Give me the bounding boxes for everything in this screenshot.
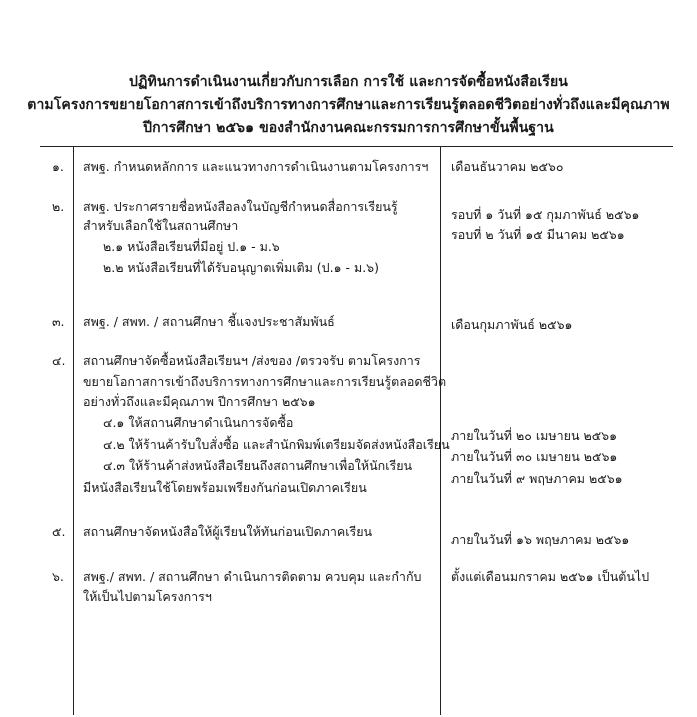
- row-4-desc-line-1: สถานศึกษาจัดซื้อหนังสือเรียนฯ /ส่งของ /ตรวจรับ ตามโครงการ: [83, 353, 421, 368]
- row-6-desc-line-1: สพฐ./ สพท. / สถานศึกษา ดำเนินการติดตาม ควบคุม และกำกับ: [83, 569, 422, 584]
- document-title-line-1: ปฏิทินการดำเนินงานเกี่ยวกับการเลือก การใช้ และการจัดซื้อหนังสือเรียน: [129, 74, 568, 90]
- row-6-number: ๖.: [52, 569, 64, 584]
- row-2-desc-line-3: ๒.๑ หนังสือเรียนที่มีอยู่ ป.๑ - ม.๖: [103, 239, 280, 254]
- row-4-date-2: ภายในวันที่ ๓๐ เมษายน ๒๕๖๑: [451, 449, 618, 464]
- document-title-line-2: ตามโครงการขยายโอกาสการเข้าถึงบริการทางการศึกษาและการเรียนรู้ตลอดชีวิตอย่างทั่วถึงและมีคุณภาพ: [27, 97, 670, 113]
- row-2-desc-line-1: สพฐ. ประกาศรายชื่อหนังสือลงในบัญชีกำหนดสื่อการเรียนรู้: [83, 199, 398, 214]
- row-4-date-1: ภายในวันที่ ๒๐ เมษายน ๒๕๖๑: [451, 428, 618, 443]
- document-title-line-3: ปีการศึกษา ๒๕๖๑ ของสำนักงานคณะกรรมการการศึกษาขั้นพื้นฐาน: [143, 120, 554, 136]
- row-2-desc-line-2: สำหรับเลือกใช้ในสถานศึกษา: [83, 218, 239, 233]
- row-2-desc-line-4: ๒.๒ หนังสือเรียนที่ได้รับอนุญาตเพิ่มเติม (ป.๑ - ม.๖): [103, 260, 379, 275]
- row-1-desc-line-1: สพฐ. กำหนดหลักการ และแนวทางการดำเนินงานตามโครงการฯ: [83, 159, 429, 174]
- row-4-number: ๔.: [52, 353, 66, 368]
- table-divider-number: [73, 147, 74, 715]
- row-5-number: ๕.: [52, 524, 66, 539]
- row-2-number: ๒.: [52, 199, 65, 214]
- row-3-number: ๓.: [52, 314, 65, 329]
- row-3-date-1: เดือนกุมภาพันธ์ ๒๕๖๑: [451, 317, 573, 332]
- row-1-number: ๑.: [52, 159, 64, 174]
- row-1-date-1: เดือนธันวาคม ๒๕๖๐: [451, 159, 564, 174]
- row-4-desc-line-7: มีหนังสือเรียนใช้โดยพร้อมเพรียงกันก่อนเปิดภาคเรียน: [83, 480, 367, 495]
- row-2-date-1: รอบที่ ๑ วันที่ ๑๕ กุมภาพันธ์ ๒๕๖๑: [451, 207, 640, 222]
- row-2-date-2: รอบที่ ๒ วันที่ ๑๕ มีนาคม ๒๕๖๑: [451, 227, 625, 242]
- row-6-date-1: ตั้งแต่เดือนมกราคม ๒๕๖๑ เป็นต้นไป: [451, 569, 650, 584]
- row-5-desc-line-1: สถานศึกษาจัดหนังสือให้ผู้เรียนให้ทันก่อนเปิดภาคเรียน: [83, 524, 373, 539]
- table-divider-date: [440, 147, 441, 715]
- row-3-desc-line-1: สพฐ. / สพท. / สถานศึกษา ชี้แจงประชาสัมพันธ์: [83, 314, 335, 329]
- row-5-date-1: ภายในวันที่ ๑๖ พฤษภาคม ๒๕๖๑: [451, 532, 630, 547]
- row-4-desc-line-4: ๔.๑ ให้สถานศึกษาดำเนินการจัดซื้อ: [103, 415, 294, 430]
- row-4-desc-line-2: ขยายโอกาสการเข้าถึงบริการทางการศึกษาและการเรียนรู้ตลอดชีวิต: [83, 374, 447, 389]
- row-4-date-3: ภายในวันที่ ๙ พฤษภาคม ๒๕๖๑: [451, 471, 623, 486]
- row-4-desc-line-3: อย่างทั่วถึงและมีคุณภาพ ปีการศึกษา ๒๕๖๑: [83, 394, 316, 409]
- row-6-desc-line-2: ให้เป็นไปตามโครงการฯ: [83, 589, 212, 604]
- row-4-desc-line-6: ๔.๓ ให้ร้านค้าส่งหนังสือเรียนถึงสถานศึกษาเพื่อให้นักเรียน: [103, 458, 413, 473]
- schedule-table: [40, 146, 673, 715]
- row-4-desc-line-5: ๔.๒ ให้ร้านค้ารับใบสั่งซื้อ และสำนักพิมพ์เตรียมจัดส่งหนังสือเรียน: [103, 437, 450, 452]
